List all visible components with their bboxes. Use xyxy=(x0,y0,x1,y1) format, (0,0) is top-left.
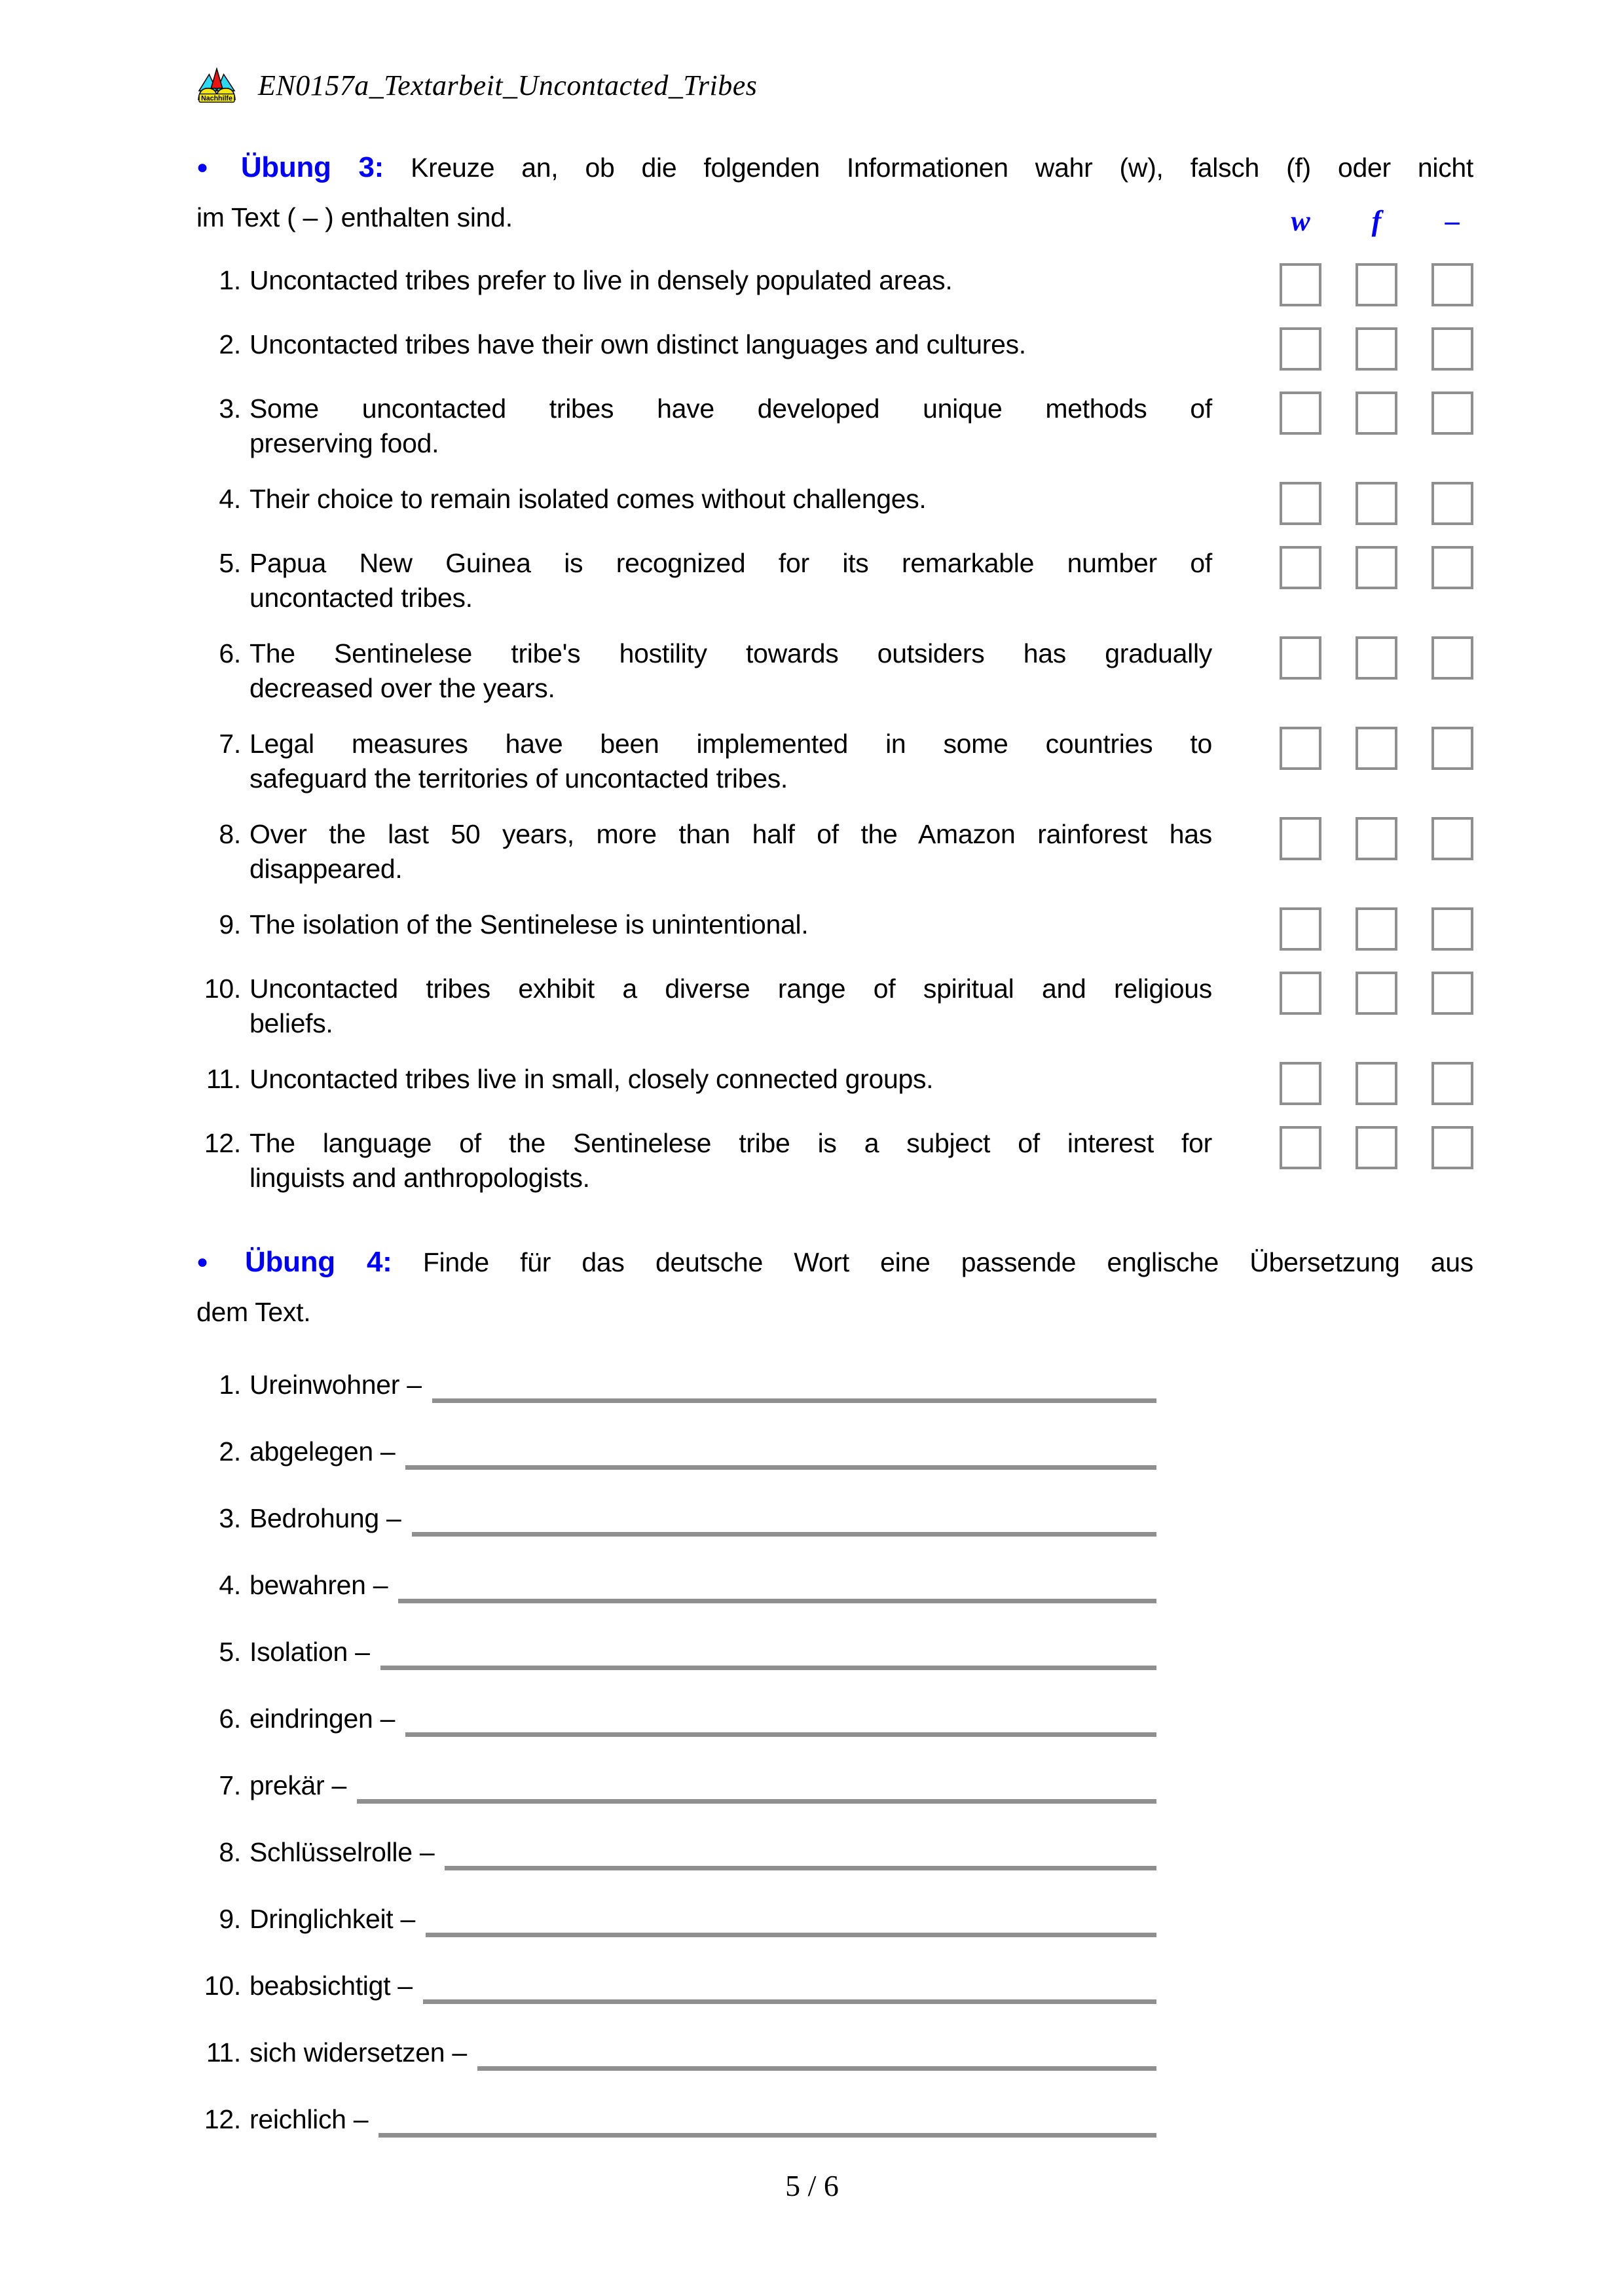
statement-row xyxy=(196,727,1473,796)
statement-row xyxy=(196,972,1473,1041)
statement-line: Their choice to remain isolated comes without challenges. xyxy=(249,484,927,514)
checkbox-f[interactable] xyxy=(1356,817,1397,860)
vocab-number: 6. xyxy=(219,1704,241,1734)
statement-row xyxy=(196,392,1473,461)
exercise4-label: Übung 4: xyxy=(245,1246,392,1278)
statement-text xyxy=(249,392,1212,461)
exercise4-instruction-line2: dem Text. xyxy=(196,1297,311,1327)
checkbox-group xyxy=(1280,817,1473,860)
answer-blank[interactable] xyxy=(357,1793,1156,1804)
answer-column-headers xyxy=(1280,202,1473,236)
checkbox-dash[interactable] xyxy=(1431,1126,1473,1169)
checkbox-f[interactable] xyxy=(1356,972,1397,1015)
statement-line: Papua New Guinea is recognized for its remarkable number of xyxy=(249,548,1212,578)
checkbox-f[interactable] xyxy=(1356,636,1397,680)
checkbox-group xyxy=(1280,263,1473,306)
statement-line: Uncontacted tribes exhibit a diverse range of spiritual and religious xyxy=(249,974,1212,1004)
checkbox-w[interactable] xyxy=(1280,1126,1321,1169)
statement-number: 11. xyxy=(206,1064,241,1094)
vocab-word: sich widersetzen – xyxy=(249,2037,467,2068)
vocab-row xyxy=(196,1903,1156,1935)
column-header-dash: – xyxy=(1445,205,1460,237)
statement-row xyxy=(196,546,1473,615)
vocab-number: 12. xyxy=(204,2104,241,2134)
checkbox-f[interactable] xyxy=(1356,727,1397,770)
statement-row xyxy=(196,636,1473,706)
answer-blank[interactable] xyxy=(398,1592,1156,1603)
checkbox-dash[interactable] xyxy=(1431,636,1473,680)
statement-text xyxy=(249,636,1212,706)
checkbox-dash[interactable] xyxy=(1431,327,1473,371)
checkbox-group xyxy=(1280,727,1473,770)
vocab-word: bewahren – xyxy=(249,1570,388,1600)
statement-line: Legal measures have been implemented in some countries to xyxy=(249,729,1212,759)
vocab-word: reichlich – xyxy=(249,2104,369,2134)
checkbox-f[interactable] xyxy=(1356,907,1397,951)
checkbox-group xyxy=(1280,1062,1473,1105)
vocab-number: 3. xyxy=(219,1503,241,1533)
checkbox-w[interactable] xyxy=(1280,972,1321,1015)
checkbox-group xyxy=(1280,482,1473,525)
vocab-number: 10. xyxy=(204,1971,241,2001)
statement-row xyxy=(196,1126,1473,1195)
page-number: 5 / 6 xyxy=(785,2169,839,2202)
checkbox-w[interactable] xyxy=(1280,817,1321,860)
statement-number: 4. xyxy=(219,484,241,514)
checkbox-dash[interactable] xyxy=(1431,727,1473,770)
bullet-icon: ● xyxy=(196,1251,232,1273)
exercise4-list xyxy=(196,1368,1473,2136)
statement-line: safeguard the territories of uncontacted tribes. xyxy=(249,763,788,793)
column-header-f: f xyxy=(1371,205,1382,237)
vocab-row xyxy=(196,1836,1156,1868)
checkbox-group xyxy=(1280,972,1473,1015)
statement-number: 9. xyxy=(219,909,241,939)
answer-blank[interactable] xyxy=(412,1525,1156,1537)
exercise3-section xyxy=(196,143,1473,1195)
statement-line: The isolation of the Sentinelese is unintentional. xyxy=(249,909,809,939)
answer-blank[interactable] xyxy=(405,1459,1156,1470)
statement-line: beliefs. xyxy=(249,1008,333,1038)
vocab-row xyxy=(196,2036,1156,2069)
vocab-row xyxy=(196,1502,1156,1535)
checkbox-f[interactable] xyxy=(1356,1126,1397,1169)
statement-row xyxy=(196,817,1473,886)
header xyxy=(196,65,1473,105)
checkbox-f[interactable] xyxy=(1356,263,1397,306)
vocab-word: Isolation – xyxy=(249,1637,370,1667)
statement-line: Uncontacted tribes have their own distinct languages and cultures. xyxy=(249,329,1026,359)
statement-number: 7. xyxy=(219,729,241,759)
statement-text xyxy=(249,482,1212,517)
statement-row xyxy=(196,327,1473,371)
answer-blank[interactable] xyxy=(477,2060,1156,2071)
statement-number: 5. xyxy=(219,548,241,578)
statement-line: decreased over the years. xyxy=(249,673,555,703)
vocab-row xyxy=(196,1635,1156,1668)
statement-row xyxy=(196,482,1473,525)
exercise3-instruction-line1 xyxy=(196,143,1473,192)
statement-text xyxy=(249,263,1212,298)
vocab-number: 11. xyxy=(206,2037,241,2068)
checkbox-f[interactable] xyxy=(1356,1062,1397,1105)
checkbox-dash[interactable] xyxy=(1431,263,1473,306)
exercise4-section xyxy=(196,1237,1473,2136)
checkbox-dash[interactable] xyxy=(1431,392,1473,435)
vocab-number: 8. xyxy=(219,1837,241,1867)
statement-row xyxy=(196,263,1473,306)
checkbox-w[interactable] xyxy=(1280,636,1321,680)
checkbox-dash[interactable] xyxy=(1431,907,1473,951)
statement-line: linguists and anthropologists. xyxy=(249,1163,590,1193)
vocab-number: 4. xyxy=(219,1570,241,1600)
answer-blank[interactable] xyxy=(423,1993,1156,2004)
statement-line: The language of the Sentinelese tribe is a subject of interest for xyxy=(249,1128,1212,1158)
statement-text xyxy=(249,1062,1212,1097)
statement-number: 1. xyxy=(219,265,241,295)
exercise4-instruction-text: Finde für das deutsche Wort eine passende englische Übersetzung aus xyxy=(422,1247,1474,1277)
vocab-number: 7. xyxy=(219,1770,241,1800)
exercise3-instruction-text: Kreuze an, ob die folgenden Informationen wahr (w), falsch (f) oder nicht xyxy=(411,153,1473,183)
checkbox-w[interactable] xyxy=(1280,1062,1321,1105)
checkbox-w[interactable] xyxy=(1280,546,1321,589)
checkbox-group xyxy=(1280,546,1473,589)
checkbox-group xyxy=(1280,636,1473,680)
statement-line: uncontacted tribes. xyxy=(249,583,473,613)
vocab-row xyxy=(196,1969,1156,2002)
exercise4-instruction xyxy=(196,1237,1473,1337)
vocab-word: eindringen – xyxy=(249,1704,396,1734)
exercise3-label: Übung 3: xyxy=(240,151,384,183)
vocab-word: beabsichtigt – xyxy=(249,1971,413,2001)
vocab-row xyxy=(196,1569,1156,1601)
checkbox-f[interactable] xyxy=(1356,546,1397,589)
answer-blank[interactable] xyxy=(445,1859,1156,1870)
statement-number: 10. xyxy=(204,974,241,1004)
checkbox-f[interactable] xyxy=(1356,392,1397,435)
vocab-row xyxy=(196,1769,1156,1802)
statement-line: Over the last 50 years, more than half of the Amazon rainforest has xyxy=(249,819,1212,849)
vocab-row xyxy=(196,1702,1156,1735)
vocab-row xyxy=(196,1368,1156,1401)
vocab-number: 2. xyxy=(219,1436,241,1467)
checkbox-dash[interactable] xyxy=(1431,546,1473,589)
vocab-word: abgelegen – xyxy=(249,1436,396,1467)
statement-text xyxy=(249,972,1212,1041)
statement-number: 12. xyxy=(204,1128,241,1158)
checkbox-group xyxy=(1280,327,1473,371)
vocab-word: Schlüsselrolle – xyxy=(249,1837,435,1867)
statement-text xyxy=(249,907,1212,942)
nachhilfe-logo-icon xyxy=(196,67,237,103)
statement-text xyxy=(249,817,1212,886)
statement-line: preserving food. xyxy=(249,428,439,458)
answer-blank[interactable] xyxy=(380,1659,1156,1670)
exercise3-instruction-line2: im Text ( – ) enthalten sind. xyxy=(196,202,513,232)
statement-text xyxy=(249,546,1212,615)
statement-line: Some uncontacted tribes have developed unique methods of xyxy=(249,393,1212,424)
checkbox-f[interactable] xyxy=(1356,482,1397,525)
checkbox-w[interactable] xyxy=(1280,392,1321,435)
statement-line: Uncontacted tribes live in small, closely connected groups. xyxy=(249,1064,934,1094)
vocab-word: Dringlichkeit – xyxy=(249,1904,415,1934)
vocab-word: Ureinwohner – xyxy=(249,1370,422,1400)
answer-blank[interactable] xyxy=(378,2126,1156,2138)
exercise3-list xyxy=(196,263,1473,1195)
answer-blank[interactable] xyxy=(405,1726,1156,1737)
vocab-number: 9. xyxy=(219,1904,241,1934)
vocab-row xyxy=(196,1435,1156,1468)
statement-number: 2. xyxy=(219,329,241,359)
vocab-row xyxy=(196,2103,1156,2136)
logo-text: Nachhilfe xyxy=(201,94,232,103)
vocab-number: 5. xyxy=(219,1637,241,1667)
checkbox-group xyxy=(1280,907,1473,951)
statement-text xyxy=(249,327,1212,362)
answer-blank[interactable] xyxy=(426,1926,1156,1937)
statement-number: 3. xyxy=(219,393,241,424)
statement-number: 6. xyxy=(219,638,241,668)
checkbox-dash[interactable] xyxy=(1431,482,1473,525)
statement-line: Uncontacted tribes prefer to live in densely populated areas. xyxy=(249,265,953,295)
vocab-word: Bedrohung – xyxy=(249,1503,401,1533)
checkbox-w[interactable] xyxy=(1280,327,1321,371)
checkbox-w[interactable] xyxy=(1280,482,1321,525)
checkbox-w[interactable] xyxy=(1280,727,1321,770)
answer-blank[interactable] xyxy=(432,1392,1156,1403)
vocab-word: prekär – xyxy=(249,1770,347,1800)
checkbox-group xyxy=(1280,392,1473,435)
checkbox-dash[interactable] xyxy=(1431,817,1473,860)
document-title: EN0157a_Textarbeit_Uncontacted_Tribes xyxy=(258,69,758,101)
statement-row xyxy=(196,1062,1473,1105)
bullet-icon: ● xyxy=(196,156,228,178)
checkbox-dash[interactable] xyxy=(1431,1062,1473,1105)
statement-text xyxy=(249,1126,1212,1195)
checkbox-group xyxy=(1280,1126,1473,1169)
statement-number: 8. xyxy=(219,819,241,849)
checkbox-f[interactable] xyxy=(1356,327,1397,371)
column-header-w: w xyxy=(1291,205,1310,237)
vocab-number: 1. xyxy=(219,1370,241,1400)
statement-text xyxy=(249,727,1212,796)
checkbox-dash[interactable] xyxy=(1431,972,1473,1015)
checkbox-w[interactable] xyxy=(1280,907,1321,951)
statement-line: The Sentinelese tribe's hostility towards outsiders has gradually xyxy=(249,638,1212,668)
exercise4-instruction-line1 xyxy=(196,1237,1473,1287)
statement-line: disappeared. xyxy=(249,854,403,884)
checkbox-w[interactable] xyxy=(1280,263,1321,306)
statement-row xyxy=(196,907,1473,951)
